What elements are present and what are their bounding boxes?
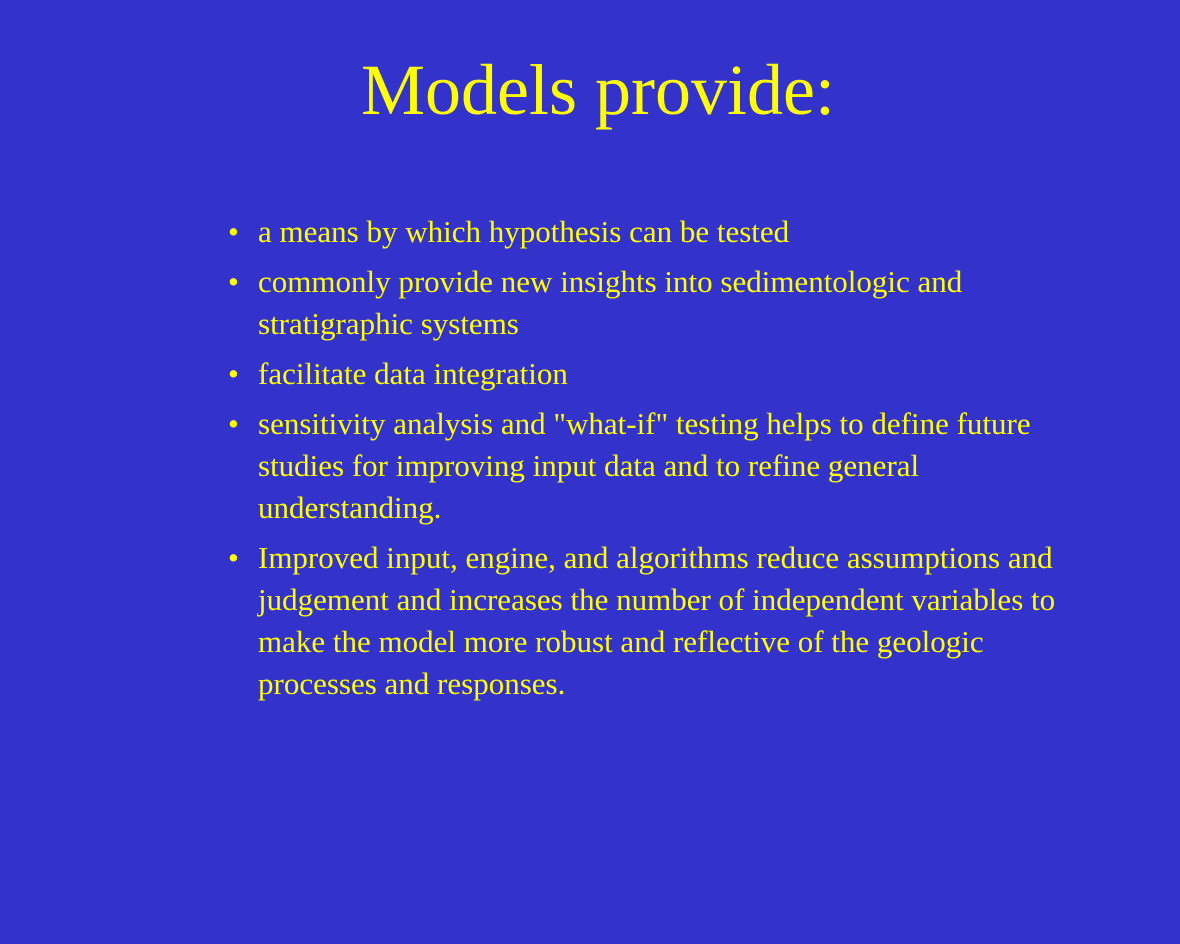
list-item (228, 211, 1108, 253)
list-item (228, 353, 1108, 395)
bullet-text: commonly provide new insights into sedimentologic and stratigraphic systems (258, 264, 963, 341)
list-item (228, 537, 1108, 705)
bullet-icon: • (228, 214, 239, 249)
bullet-icon: • (228, 264, 239, 299)
bullet-text: facilitate data integration (258, 356, 568, 391)
list-item (228, 261, 1108, 345)
bullet-icon: • (228, 356, 239, 391)
slide-title: Models provide: (361, 50, 835, 130)
bullet-text: a means by which hypothesis can be tested (258, 214, 790, 249)
bullet-icon: • (228, 540, 239, 575)
bullet-text: Improved input, engine, and algorithms reduce assumptions and judgement and increases the number of independent variables to make the model more robust and reflective of the geologic processes and responses. (258, 540, 1056, 701)
bullet-icon: • (228, 406, 239, 441)
bullet-list (228, 211, 1108, 713)
list-item (228, 403, 1108, 529)
bullet-text: sensitivity analysis and "what-if" testing helps to define future studies for improving input data and to refine general understanding. (258, 406, 1031, 525)
